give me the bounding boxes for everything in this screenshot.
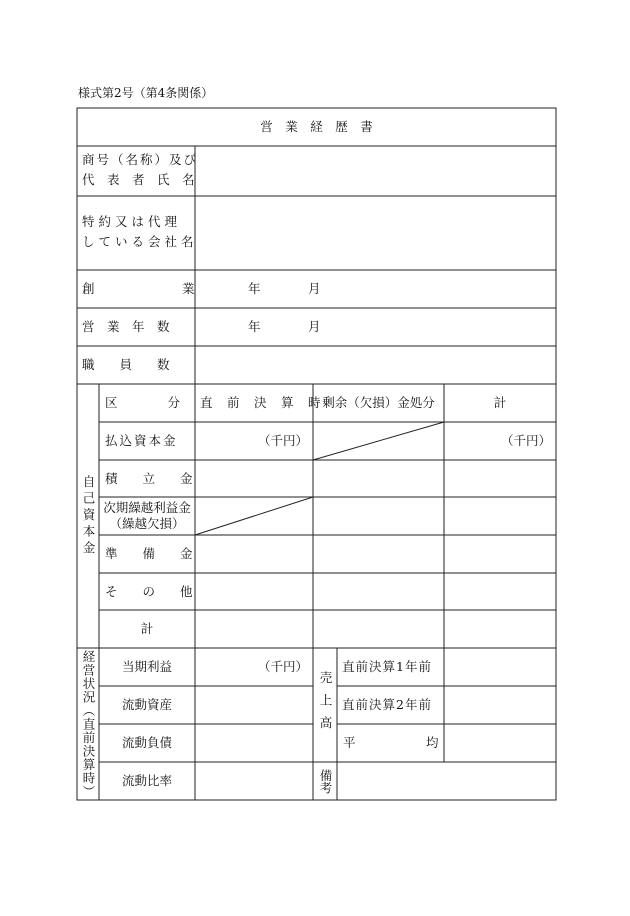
capital-header-surplus: 剰余（欠損）金処分 [322, 395, 435, 410]
years-in-business-month-unit: 月 [308, 319, 321, 334]
sales-avg-left: 平 [343, 735, 356, 750]
reserve-label: 積 立 金 [105, 470, 193, 486]
sales-avg-right: 均 [426, 735, 439, 750]
net-income-unit: （千円） [257, 659, 308, 674]
years-in-business-year-unit: 年 [248, 319, 261, 334]
remarks-label: 備考 [318, 768, 333, 794]
years-in-business-label: 営 業 年 数 [82, 319, 170, 334]
paid-in-prev-unit: （千円） [257, 433, 308, 448]
paid-in-total-unit: （千円） [500, 433, 551, 448]
net-income-label: 当期利益 [121, 659, 172, 674]
sales-2y-label: 直前決算2年前 [342, 697, 432, 712]
provision-label: 準 備 金 [105, 546, 193, 561]
sales-label-cell [313, 648, 337, 762]
form-number: 様式第2号（第4条関係） [78, 86, 214, 100]
staff-count-label: 職 員 数 [82, 357, 170, 372]
document-title: 営 業 経 歴 書 [260, 119, 373, 134]
other-label: そ の 他 [105, 583, 193, 599]
founding-month-unit: 月 [308, 281, 321, 296]
capital-group-label-cell [77, 384, 99, 648]
agency-label-line2: している会社名 [82, 234, 198, 249]
capital-group-label: 自己資本金 [81, 474, 96, 558]
paid-in-capital-label: 払込資本金 [105, 433, 178, 448]
founding-year-unit: 年 [248, 281, 261, 296]
capital-header-category: 区 分 [105, 395, 181, 410]
capital-header-total: 計 [493, 395, 507, 410]
current-ratio-label: 流動比率 [121, 773, 172, 788]
retained-label-line1: 次期繰越利益金 [103, 499, 191, 515]
management-group-label: 経営状況（直前決算時） [81, 649, 96, 799]
agency-label-line1: 特約又は代理 [82, 214, 182, 229]
remarks-label-cell [313, 762, 337, 800]
capital-total-label: 計 [140, 621, 154, 636]
trade-name-label-line1: 商号（名称）及び [82, 152, 199, 167]
current-liabilities-label: 流動負債 [121, 735, 172, 750]
sales-label: 売上高 [318, 671, 333, 739]
sales-1y-label: 直前決算1年前 [342, 659, 432, 674]
current-assets-label: 流動資産 [121, 697, 172, 712]
trade-name-label-line2: 代 表 者 氏 名 [82, 172, 195, 187]
founding-label: 創 業 [82, 281, 195, 296]
management-group-label-cell [77, 648, 99, 800]
retained-label-line2: （繰越欠損） [109, 515, 185, 531]
capital-header-prev-settlement: 直 前 決 算 時 [200, 395, 322, 410]
